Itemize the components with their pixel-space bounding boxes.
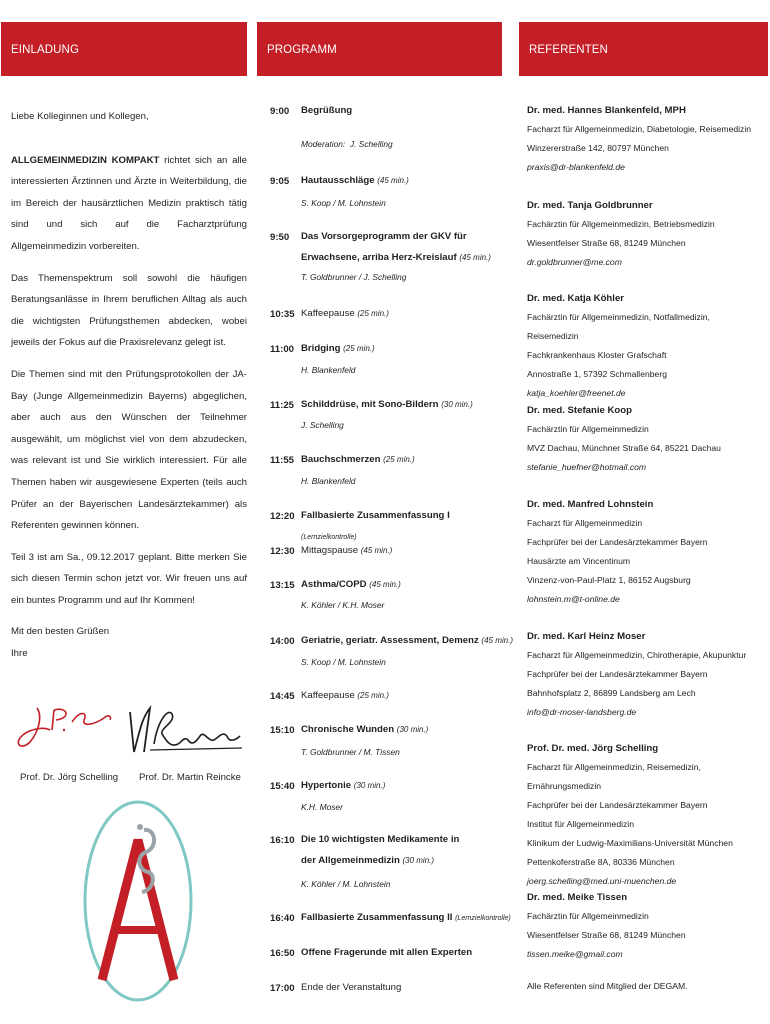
speaker-name: Dr. med. Katja Köhler [527,293,625,304]
program-speaker: T. Goldbrunner / J. Schelling [301,272,407,282]
paragraph-1-text: richtet sich an alle interessierten Ärztinnen und Ärzte in Weiterbildung, die im Bereich der hausärztlichen Medizin praktisch tätig sind und sich auf die Facharztprüfung Allgemeinmedizin vorbereiten. [11,154,247,252]
program-time: 13:15 [270,580,295,591]
speaker-card [527,495,762,609]
program-time: 16:10 [270,835,295,846]
program-duration: (Lernzielkontrolle) [455,915,511,922]
program-title: Ende der Veranstaltung [301,982,402,993]
program-time: 14:00 [270,636,295,647]
program-duration: (45 min.) [377,176,409,185]
speaker-line: Facharzt für Allgemeinmedizin, Reisemedizin, Ernährungsmedizin [527,762,701,791]
program-time: 15:40 [270,781,295,792]
program-title-text: Schilddrüse, mit Sono-Bildern [301,399,439,410]
speaker-card [527,401,762,477]
program-duration: (45 min.) [459,253,491,262]
speaker-line: Fachprüfer bei der Landesärztekammer Bayern [527,800,708,810]
program-duration: (30 min.) [353,781,386,790]
program-title-text: Fallbasierte Zusammenfassung I [301,510,450,521]
program-time: 12:30 [270,546,295,557]
program-duration: (30 min.) [402,856,435,865]
program-time: 16:50 [270,948,295,959]
program-title [301,226,506,268]
signature-reincke [120,700,245,760]
program-speaker: T. Goldbrunner / M. Tissen [301,747,400,757]
program-title-text: Hypertonie [301,780,352,791]
program-title-text: Kaffeepause [301,690,355,701]
program-time: 17:00 [270,983,295,994]
paragraph-1 [11,150,247,258]
program-title-text: Geriatrie, geriatr. Assessment, Demenz [301,635,479,646]
speaker-card [527,196,762,272]
moderation-label: Moderation: [301,139,346,149]
program-title-text: Das Vorsorgeprogramm der GKV für Erwachsene, arriba Herz-Kreislauf [301,231,467,263]
speaker-card [527,739,762,891]
program-speaker: K.H. Moser [301,802,343,812]
program-title [301,907,516,929]
program-time: 11:25 [270,400,295,411]
program-title [301,394,506,415]
speaker-card [527,289,762,403]
speaker-name: Dr. med. Stefanie Koop [527,405,633,416]
program-speaker: H. Blankenfeld [301,476,356,486]
speaker-line: Fachärztin für Allgemeinmedizin [527,424,649,434]
program-speaker: H. Blankenfeld [301,365,356,375]
program-time: 12:20 [270,511,295,522]
speaker-name: Dr. med. Manfred Lohnstein [527,499,654,510]
program-speaker: S. Koop / M. Lohnstein [301,198,386,208]
speaker-email: info@dr-moser-landsberg.de [527,707,637,717]
speaker-email: lohnstein.m@t-online.de [527,594,620,604]
ja-bay-logo [82,800,194,1002]
paragraph-2: Das Themenspektrum soll sowohl die häufigen Beratungsanlässe in Ihrem beruflichen Alltag als auch die wichtigsten Prüfungsthemen abdecken, wobei jeweils der Fokus auf die Praxisrelevanz gelegt ist. [11,272,247,349]
program-title [301,170,506,191]
signature-name-2: Prof. Dr. Martin Reincke [139,772,241,783]
paragraph-4: Teil 3 ist am Sa., 09.12.2017 geplant. Bitte merken Sie sich diesen Termin schon jetzt vor. Wir freuen uns auf ein buntes Programm und auf Ihr Kommen! [11,551,247,606]
speaker-name: Dr. med. Meike Tissen [527,892,628,903]
header-einladung-label: EINLADUNG [11,44,79,56]
speaker-line: Fachärztin für Allgemeinmedizin [527,911,649,921]
speaker-email: katja_koehler@freenet.de [527,388,626,398]
program-title: Offene Fragerunde mit allen Experten [301,947,473,958]
program-time: 11:55 [270,455,295,466]
program-duration: (25 min.) [357,309,389,318]
speaker-card [527,101,762,177]
speaker-line: Fachprüfer bei der Landesärztekammer Bayern [527,537,708,547]
speaker-line: Bahnhofsplatz 2, 86899 Landsberg am Lech [527,688,696,698]
program-title [301,630,516,651]
course-name: ALLGEMEINMEDIZIN KOMPAKT [11,154,160,166]
header-programm [257,22,502,76]
program-duration: (25 min.) [383,455,415,464]
program-title-text: Hautausschläge [301,175,375,186]
program-title-text: Asthma/COPD [301,579,367,590]
speaker-card [527,627,762,722]
speaker-line: Winzererstraße 142, 80797 München [527,143,669,153]
signature-schelling [12,700,122,755]
program-title-text: Bridging [301,343,341,354]
program-duration: (25 min.) [343,344,375,353]
program-duration: (45 min.) [481,636,513,645]
moderation [301,139,393,149]
program-title [301,775,506,796]
invitation-text [11,106,247,665]
program-duration: (45 min.) [360,546,393,555]
header-einladung [1,22,247,76]
speaker-line: Annostraße 1, 57392 Schmallenberg [527,369,667,379]
speaker-card [527,888,762,964]
speaker-name: Prof. Dr. med. Jörg Schelling [527,743,659,754]
speaker-line: Wiesentfelser Straße 68, 81249 München [527,238,686,248]
speaker-line: Pettenkoferstraße 8A, 80336 München [527,857,675,867]
speaker-line: Klinikum der Ludwig-Maximilians-Universität München [527,838,733,848]
program-speaker: S. Koop / M. Lohnstein [301,657,386,667]
speaker-email: tissen.meike@gmail.com [527,949,623,959]
program-time: 16:40 [270,913,295,924]
speaker-line: Wiesentfelser Straße 68, 81249 München [527,930,686,940]
program-time: 9:00 [270,106,290,117]
program-title [301,685,506,706]
program-time: 14:45 [270,691,295,702]
salutation: Liebe Kolleginnen und Kollegen, [11,111,149,122]
speaker-name: Dr. med. Tanja Goldbrunner [527,200,653,211]
speaker-name: Dr. med. Hannes Blankenfeld, MPH [527,105,686,116]
referenten-footnote: Alle Referenten sind Mitglied der DEGAM. [527,981,688,991]
speaker-line: Facharzt für Allgemeinmedizin, Diabetologie, Reisemedizin [527,124,752,134]
program-speaker: J. Schelling [301,420,344,430]
header-referenten [519,22,768,76]
program-duration: (30 min.) [441,400,473,409]
greeting: Mit den besten Grüßen [11,626,110,638]
speaker-line: Fachprüfer bei der Landesärztekammer Bayern [527,669,708,679]
speaker-line: Fachärztin für Allgemeinmedizin, Notfallmedizin, Reisemedizin [527,312,710,341]
speaker-line: Facharzt für Allgemeinmedizin [527,518,643,528]
program-time: 11:00 [270,344,295,355]
speaker-line: Hausärzte am Vincentinum [527,556,631,566]
program-title-text: Chronische Wunden [301,724,395,735]
program-title [301,574,506,595]
program-title-text: Die 10 wichtigsten Medikamente in der Allgemeinmedizin [301,834,460,866]
speaker-name: Dr. med. Karl Heinz Moser [527,631,646,642]
program-speaker: K. Köhler / M. Lohnstein [301,879,391,889]
speaker-line: Facharzt für Allgemeinmedizin, Chirotherapie, Akupunktur [527,650,747,660]
program-duration: (Lernzielkontrolle) [301,534,357,541]
program-time: 10:35 [270,309,295,320]
program-title: Begrüßung [301,105,353,116]
program-time: 9:50 [270,232,290,243]
program-title [301,338,506,359]
program-title-text: Mittagspause [301,545,359,556]
speaker-line: Institut für Allgemeinmedizin [527,819,634,829]
program-duration: (45 min.) [369,580,401,589]
program-title [301,540,506,561]
program-time: 15:10 [270,725,295,736]
header-programm-label: PROGRAMM [267,44,337,56]
program-time: 9:05 [270,176,290,187]
moderation-name: J. Schelling [349,139,393,149]
program-speaker: K. Köhler / K.H. Moser [301,600,385,610]
speaker-line: Fachärztin für Allgemeinmedizin, Betriebsmedizin [527,219,715,229]
program-title [301,829,461,871]
program-title-text: Fallbasierte Zusammenfassung II [301,912,453,923]
speaker-email: joerg.schelling@med.uni-muenchen.de [527,876,677,886]
program-title-text: Kaffeepause [301,308,355,319]
speaker-email: stefanie_huefner@hotmail.com [527,462,647,472]
program-title [301,719,506,740]
program-duration: (25 min.) [357,691,389,700]
paragraph-3: Die Themen sind mit den Prüfungsprotokollen der JA-Bay (Junge Allgemeinmedizin Bayerns) abgeglichen, aber auch aus den Wünschen der Teilnehmer ausgewählt, um möglichst viel von dem abzudecken, was relevant ist und Sie wirklich interessiert. Für alle Themen haben wir ausgewiesene Experten (teils auch Prüfer an der Bayerischen Landesärztekammer) als Referenten gewinnen können. [11,368,247,532]
speaker-line: Fachkrankenhaus Kloster Grafschaft [527,350,667,360]
program-duration: (30 min.) [396,725,429,734]
speaker-line: MVZ Dachau, Münchner Straße 64, 85221 Dachau [527,443,721,453]
signature-name-1: Prof. Dr. Jörg Schelling [20,772,119,783]
yours: Ihre [11,648,28,660]
program-title-text: Bauchschmerzen [301,454,381,465]
speaker-email: praxis@dr-blankenfeld.de [527,162,625,172]
program-title [301,449,506,470]
speaker-email: dr.goldbrunner@me.com [527,257,622,267]
speaker-line: Vinzenz-von-Paul-Platz 1, 86152 Augsburg [527,575,691,585]
program-title [301,303,506,324]
header-referenten-label: REFERENTEN [529,44,608,56]
